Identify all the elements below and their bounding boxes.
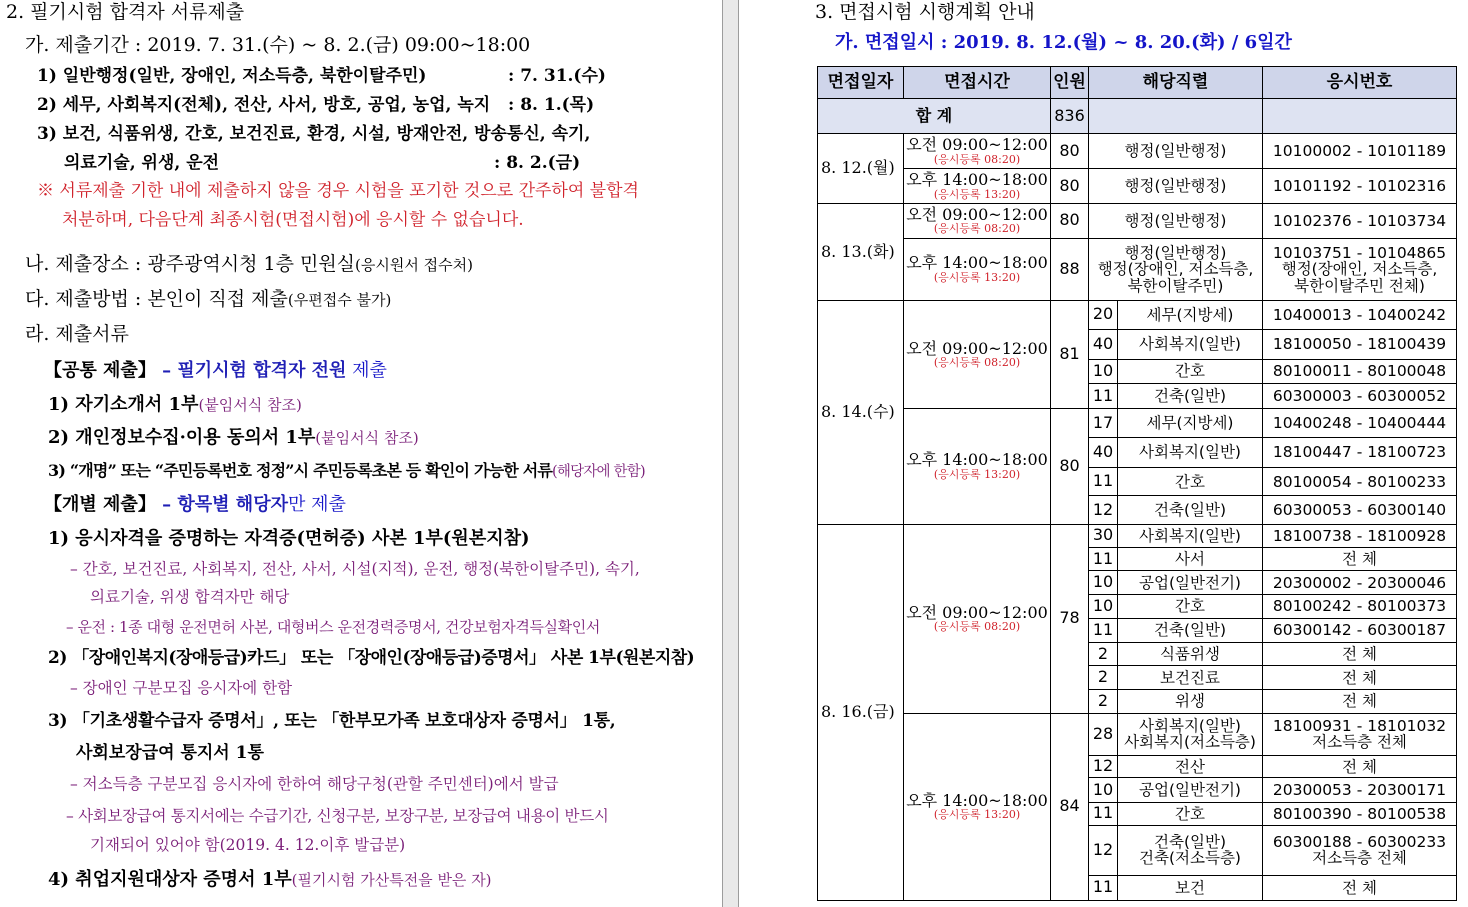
code-cell: 20300053 - 20300171 [1263, 778, 1457, 802]
individual-highlight: 항목별 해당자 [177, 494, 288, 515]
count-cell: 84 [1051, 713, 1089, 900]
period-item-1 [37, 68, 426, 85]
job-cell [1089, 238, 1263, 301]
period-item-1-date: : 7. 31.(수) [508, 66, 606, 86]
sub-count-cell: 11 [1089, 802, 1118, 825]
code-cell: 18100050 - 18100439 [1263, 329, 1457, 359]
total-job [1089, 99, 1263, 134]
period-item-3-date: : 8. 2.(금) [494, 153, 581, 173]
job-cell: 간호 [1118, 468, 1263, 496]
time-main: 오후 14:00~18:00 [906, 253, 1048, 273]
sub-count-cell: 11 [1089, 384, 1118, 409]
individual-item-3-sub-1: – 저소득층 구분모집 응시자에 한하여 해당구청(관할 주민센터)에서 발급 [70, 775, 559, 793]
sub-count-cell: 40 [1089, 329, 1118, 359]
code-cell: 20300002 - 20300046 [1263, 571, 1457, 595]
common-submission-line [44, 362, 387, 380]
sub-count-cell: 11 [1089, 618, 1118, 642]
time-main: 오전 09:00~12:00 [906, 134, 1048, 154]
time-registration: (응시등록 13:20) [933, 808, 1021, 822]
time-registration: (응시등록 13:20) [933, 271, 1021, 284]
right-document-page [739, 0, 1468, 907]
code-cell: 전 체 [1263, 642, 1457, 665]
job-cell: 간호 [1118, 802, 1263, 825]
time-cell [904, 134, 1051, 168]
code-line: 저소득층 전체 [1312, 733, 1407, 752]
deadline-warning-2: 처분하며, 다음단계 최종시험(면접시험)에 응시할 수 없습니다. [62, 210, 524, 230]
table-row [818, 524, 1457, 547]
common-item-1-note: (붙임서식 참조) [198, 396, 302, 414]
job-cell: 공업(일반전기) [1118, 778, 1263, 802]
time-registration: (응시등록 08:20) [933, 356, 1021, 370]
submission-place [25, 255, 473, 274]
code-cell: 80100011 - 80100048 [1263, 359, 1457, 383]
count-cell: 88 [1051, 238, 1089, 301]
time-main: 오전 09:00~12:00 [906, 602, 1048, 622]
individual-item-3b: 사회보장급여 통지서 1통 [76, 743, 264, 763]
time-cell [904, 409, 1051, 524]
time-main: 오전 09:00~12:00 [906, 204, 1048, 224]
common-item-2 [48, 429, 419, 447]
sub-count-cell: 12 [1089, 825, 1118, 875]
individual-dash: – [155, 494, 178, 515]
header-count: 인원 [1051, 67, 1089, 99]
header-code: 응시번호 [1263, 67, 1457, 99]
job-line: 건축(일반) [1154, 832, 1226, 851]
job-cell: 건축(일반) [1118, 384, 1263, 409]
individual-item-4-main: 4) 취업지원대상자 증명서 1부 [48, 869, 292, 890]
job-cell: 행정(일반행정) [1089, 168, 1263, 203]
table-row [818, 713, 1457, 755]
total-label: 합 계 [818, 99, 1051, 134]
common-item-2-note: (붙임서식 참조) [315, 429, 419, 447]
table-row [818, 238, 1457, 301]
sub-count-cell: 30 [1089, 524, 1118, 547]
individual-submission-line [44, 496, 346, 514]
individual-item-2: 2) 「장애인복지(장애등급)카드」 또는 「장애인(장애등급)증명서」 사본 1부(원본지참) [48, 648, 695, 668]
code-cell: 60300142 - 60300187 [1263, 618, 1457, 642]
code-cell: 10102376 - 10103734 [1263, 204, 1457, 238]
left-document-page [0, 0, 722, 907]
time-registration: (응시등록 08:20) [933, 620, 1021, 634]
header-job: 해당직렬 [1089, 67, 1263, 99]
table-row-total [818, 99, 1457, 134]
code-cell [1263, 713, 1457, 755]
job-cell: 건축(일반) [1118, 496, 1263, 524]
code-line: 행정(장애인, 저소득층, [1281, 260, 1438, 279]
job-cell [1118, 825, 1263, 875]
submission-place-note: (응시원서 접수처) [355, 256, 473, 274]
date-cell: 8. 12.(월) [818, 134, 904, 204]
period-item-2-label: 2) 세무, 사회복지(전체), 전산, 사서, 방호, 공업, 농업, 녹지 [37, 95, 491, 115]
time-registration: (응시등록 13:20) [933, 468, 1021, 482]
sub-count-cell: 28 [1089, 713, 1118, 755]
code-cell: 18100738 - 18100928 [1263, 524, 1457, 547]
sub-count-cell: 11 [1089, 468, 1118, 496]
submission-place-main: 나. 제출장소 : 광주광역시청 1층 민원실 [25, 253, 356, 275]
common-item-3-note: (해당자에 한함) [552, 464, 645, 480]
time-cell [904, 238, 1051, 301]
period-item-1-label: 1) 일반행정(일반, 장애인, 저소득층, 북한이탈주민) [37, 66, 427, 86]
job-line: 행정(일반행정) [1124, 243, 1227, 262]
code-cell: 10400013 - 10400242 [1263, 301, 1457, 329]
header-time: 면접시간 [904, 67, 1051, 99]
individual-item-2-sub: – 장애인 구분모집 응시자에 한함 [70, 679, 293, 697]
submission-method-note: (우편접수 불가) [287, 291, 392, 309]
code-cell: 전 체 [1263, 875, 1457, 901]
time-main: 오후 14:00~18:00 [906, 790, 1048, 810]
job-cell: 전산 [1118, 756, 1263, 778]
sub-count-cell: 12 [1089, 496, 1118, 524]
time-registration: (응시등록 08:20) [933, 152, 1021, 166]
individual-item-1-sub-2: – 운전 : 1종 대형 운전면허 사본, 대형버스 운전경력증명서, 건강보험자격득실확인서 [66, 618, 600, 636]
individual-suffix: 만 제출 [287, 494, 346, 515]
job-cell: 건축(일반) [1118, 618, 1263, 642]
common-item-3 [48, 463, 645, 480]
job-cell: 보건 [1118, 875, 1263, 901]
section-3-heading: 3. 면접시험 시행계획 안내 [815, 1, 1035, 23]
code-cell: 전 체 [1263, 756, 1457, 778]
code-line: 북한이탈주민 전체) [1294, 276, 1425, 295]
job-cell: 세무(지방세) [1118, 409, 1263, 437]
count-cell: 80 [1051, 168, 1089, 203]
individual-submission-tag: 【개별 제출】 [44, 494, 156, 515]
sub-count-cell: 2 [1089, 666, 1118, 690]
sub-count-cell: 12 [1089, 756, 1118, 778]
job-line: 행정(장애인, 저소득층, [1097, 260, 1254, 279]
job-cell: 간호 [1118, 595, 1263, 618]
date-cell: 8. 14.(수) [818, 301, 904, 524]
interview-schedule-table [817, 66, 1457, 901]
total-code [1263, 99, 1457, 134]
sub-count-cell: 2 [1089, 690, 1118, 713]
code-cell: 10400248 - 10400444 [1263, 409, 1457, 437]
table-row [818, 204, 1457, 238]
job-cell: 위생 [1118, 690, 1263, 713]
period-item-3-label-2: 의료기술, 위생, 운전 [64, 153, 220, 173]
table-row [818, 168, 1457, 203]
job-cell: 간호 [1118, 359, 1263, 383]
time-cell [904, 524, 1051, 713]
job-cell: 행정(일반행정) [1089, 204, 1263, 238]
time-main: 오후 14:00~18:00 [906, 169, 1048, 189]
job-cell: 보건진료 [1118, 666, 1263, 690]
individual-item-1: 1) 응시자격을 증명하는 자격증(면허증) 사본 1부(원본지참) [48, 528, 530, 549]
code-cell: 60300053 - 60300140 [1263, 496, 1457, 524]
code-line: 18100931 - 18101032 [1272, 717, 1447, 736]
count-cell: 80 [1051, 409, 1089, 524]
time-cell [904, 204, 1051, 238]
job-cell: 공업(일반전기) [1118, 571, 1263, 595]
individual-item-1-sub-1b: 의료기술, 위생 합격자만 해당 [90, 588, 290, 606]
sub-count-cell: 40 [1089, 437, 1118, 467]
code-cell: 10100002 - 10101189 [1263, 134, 1457, 168]
code-cell: 전 체 [1263, 690, 1457, 713]
table-row [818, 409, 1457, 437]
job-cell: 사서 [1118, 547, 1263, 570]
documents-title: 라. 제출서류 [25, 323, 129, 345]
sub-count-cell: 10 [1089, 571, 1118, 595]
count-cell: 80 [1051, 134, 1089, 168]
code-line: 저소득층 전체 [1312, 849, 1407, 868]
sub-count-cell: 11 [1089, 547, 1118, 570]
time-cell [904, 713, 1051, 900]
common-highlight: 필기시험 합격자 전원 [177, 360, 347, 381]
code-cell: 80100390 - 80100538 [1263, 802, 1457, 825]
individual-item-3-sub-2a: – 사회보장급여 통지서에는 수급기간, 신청구분, 보장구분, 보장급여 내용이 반드시 [66, 807, 609, 825]
code-cell: 80100242 - 80100373 [1263, 595, 1457, 618]
job-cell: 사회복지(일반) [1118, 329, 1263, 359]
code-cell [1263, 825, 1457, 875]
code-cell [1263, 238, 1457, 301]
common-item-3-main: 3) “개명” 또는 “주민등록번호 정정”시 주민등록초본 등 확인이 가능한 서류 [48, 461, 553, 480]
individual-item-4 [48, 871, 492, 889]
code-cell: 80100054 - 80100233 [1263, 468, 1457, 496]
table-row [818, 301, 1457, 329]
code-cell: 전 체 [1263, 547, 1457, 570]
individual-item-4-note: (필기시험 가산특전을 받은 자) [291, 871, 492, 889]
total-count: 836 [1051, 99, 1089, 134]
individual-item-3a: 3) 「기초생활수급자 증명서」, 또는 「한부모가족 보호대상자 증명서」 1통, [48, 711, 616, 731]
job-line: 사회복지(저소득층) [1124, 733, 1256, 752]
code-cell: 10101192 - 10102316 [1263, 168, 1457, 203]
submission-method [25, 290, 391, 309]
common-item-1-main: 1) 자기소개서 1부 [48, 394, 199, 415]
time-main: 오후 14:00~18:00 [906, 450, 1048, 470]
deadline-warning-1: ※ 서류제출 기한 내에 제출하지 않을 경우 시험을 포기한 것으로 간주하여 불합격 [37, 181, 639, 201]
submission-method-main: 다. 제출방법 : 본인이 직접 제출 [25, 288, 288, 310]
date-cell: 8. 16.(금) [818, 524, 904, 900]
sub-count-cell: 10 [1089, 778, 1118, 802]
sub-count-cell: 17 [1089, 409, 1118, 437]
code-cell: 전 체 [1263, 666, 1457, 690]
period-item-3-label: 3) 보건, 식품위생, 간호, 보건진료, 환경, 시설, 방재안전, 방송통신, 속기, [37, 124, 591, 144]
sub-count-cell: 10 [1089, 359, 1118, 383]
table-row [818, 134, 1457, 168]
code-line: 10103751 - 10104865 [1272, 243, 1447, 262]
time-cell [904, 301, 1051, 409]
job-cell: 사회복지(일반) [1118, 437, 1263, 467]
common-item-1 [48, 396, 302, 414]
code-cell: 18100447 - 18100723 [1263, 437, 1457, 467]
time-registration: (응시등록 08:20) [933, 222, 1021, 236]
count-cell: 80 [1051, 204, 1089, 238]
individual-item-1-sub-1a: – 간호, 보건진료, 사회복지, 전산, 사서, 시설(지적), 운전, 행정(북한이탈주민), 속기, [70, 560, 640, 578]
job-cell: 세무(지방세) [1118, 301, 1263, 329]
common-submission-tag: 【공통 제출】 [44, 360, 156, 381]
common-item-2-main: 2) 개인정보수집·이용 동의서 1부 [48, 427, 316, 448]
sub-count-cell: 2 [1089, 642, 1118, 665]
sub-count-cell: 20 [1089, 301, 1118, 329]
period-item-2-date: : 8. 1.(목) [508, 95, 595, 115]
job-cell: 사회복지(일반) [1118, 524, 1263, 547]
job-line: 사회복지(일반) [1139, 717, 1241, 736]
section-2-heading: 2. 필기시험 합격자 서류제출 [6, 1, 245, 23]
time-main: 오전 09:00~12:00 [906, 338, 1048, 358]
count-cell: 81 [1051, 301, 1089, 409]
interview-dates-subheading: 가. 면접일시 : 2019. 8. 12.(월) ~ 8. 20.(화) / 6일간 [835, 32, 1292, 53]
common-dash: – [155, 360, 178, 381]
submission-period: 가. 제출기간 : 2019. 7. 31.(수) ~ 8. 2.(금) 09:00~18:00 [25, 34, 531, 56]
job-line: 건축(저소득층) [1139, 849, 1241, 868]
sub-count-cell: 10 [1089, 595, 1118, 618]
code-cell: 60300003 - 60300052 [1263, 384, 1457, 409]
job-cell [1118, 713, 1263, 755]
sub-count-cell: 11 [1089, 875, 1118, 901]
individual-item-3-sub-2b: 기재되어 있어야 함(2019. 4. 12.이후 발급분) [90, 836, 406, 854]
date-cell: 8. 13.(화) [818, 204, 904, 301]
common-suffix: 제출 [346, 360, 387, 381]
job-cell: 식품위생 [1118, 642, 1263, 665]
time-cell [904, 168, 1051, 203]
header-date: 면접일자 [818, 67, 904, 99]
page-gutter [722, 0, 739, 907]
job-line: 북한이탈주민) [1127, 276, 1224, 295]
job-cell: 행정(일반행정) [1089, 134, 1263, 168]
count-cell: 78 [1051, 524, 1089, 713]
time-registration: (응시등록 13:20) [933, 187, 1021, 201]
code-line: 60300188 - 60300233 [1272, 832, 1447, 851]
